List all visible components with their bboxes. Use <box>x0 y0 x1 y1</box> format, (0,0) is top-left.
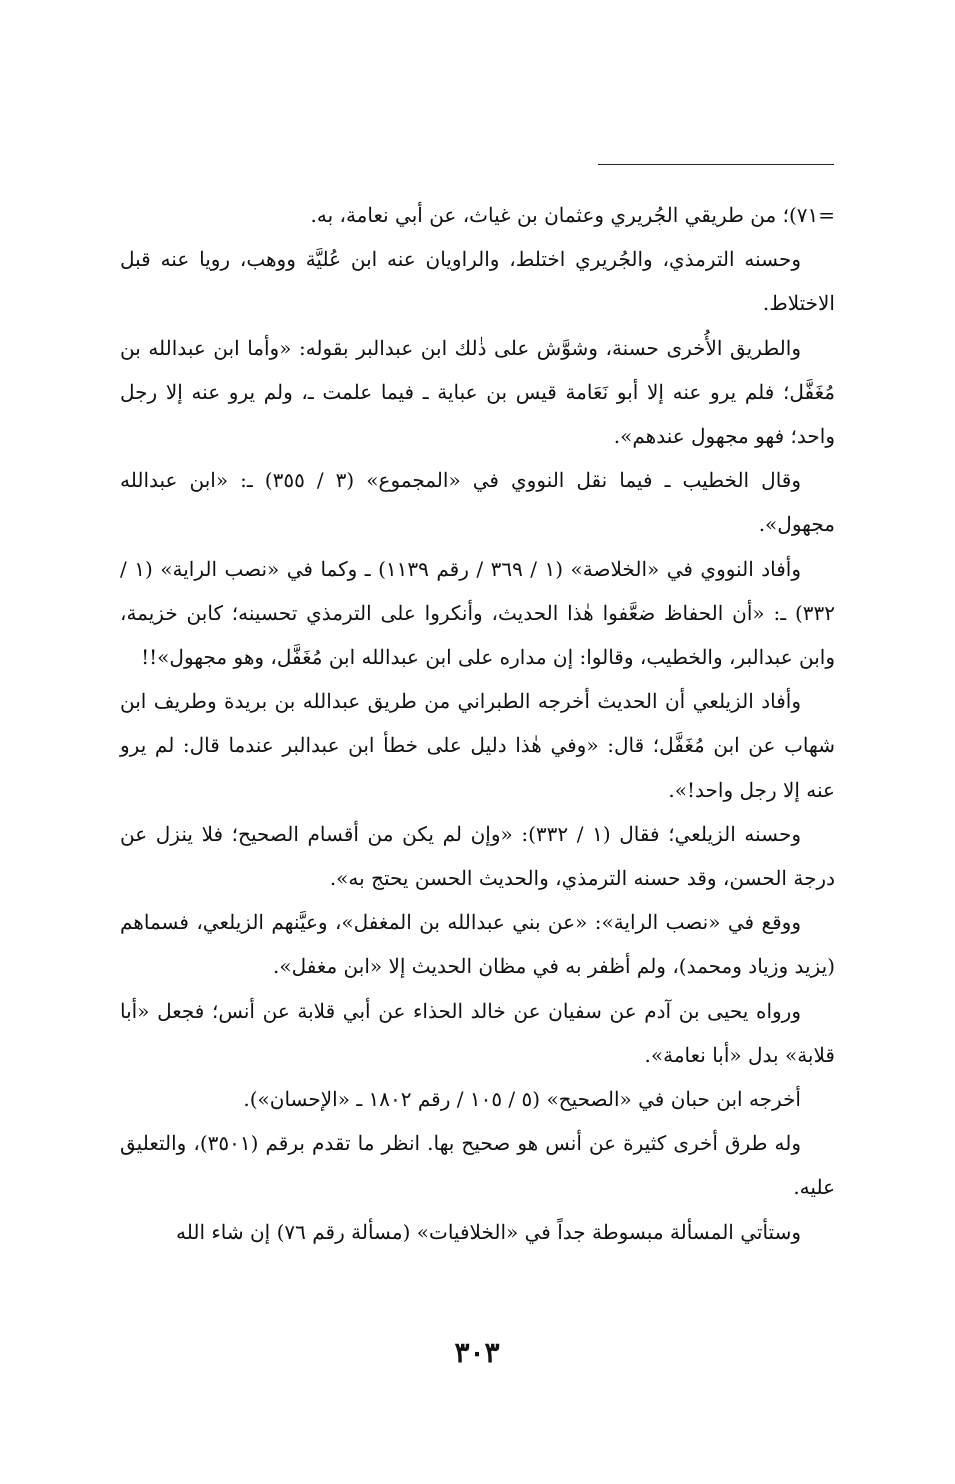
footnote-paragraph: ورواه يحيى بن آدم عن سفيان عن خالد الحذاء عن أبي قلابة عن أنس؛ فجعل «أبا قلابة» بدل «أبا نعامة». <box>120 998 835 1067</box>
footnote-paragraph: وأفاد النووي في «الخلاصة» (١ / ٣٦٩ / رقم ١١٣٩) ـ وكما في «نصب الراية» (١ / ٣٣٢) ـ: «أن الحفاظ ضعَّفوا هٰذا الحديث، وأنكروا على الترمذي تحسينه؛ كابن خزيمة، وابن عبدالبر، والخطيب، وقالوا: إن مداره على ابن عبدالله ابن مُغَفَّل، وهو مجهول»!! <box>120 556 835 670</box>
footnote-paragraph: والطريق الأُخرى حسنة، وشوَّش على ذٰلك ابن عبدالبر بقوله: «وأما ابن عبدالله بن مُغَفَّل؛ فلم يرو عنه إلا أبو نَعَامة قيس بن عباية ـ فيما علمت ـ، ولم يرو عنه إلا رجل واحد؛ فهو مجهول عندهم». <box>120 335 835 449</box>
footnote-separator-rule <box>598 164 834 165</box>
footnote-paragraph: أخرجه ابن حبان في «الصحيح» (٥ / ١٠٥ / رقم ١٨٠٢ ـ «الإحسان»). <box>243 1087 801 1112</box>
page-number: ٣٠٣ <box>454 1336 500 1369</box>
footnote-paragraph: وحسنه الترمذي، والجُريري اختلط، والراويان عنه ابن عُليَّة ووهب، رويا عنه قبل الاختلاط. <box>120 247 835 316</box>
footnote-paragraph: وستأتي المسألة مبسوطة جداً في «الخلافيات» (مسألة رقم ٧٦) إن شاء الله <box>176 1219 801 1244</box>
footnote-text-block <box>120 193 835 1254</box>
footnote-paragraph: وله طرق أخرى كثيرة عن أنس هو صحيح بها. انظر ما تقدم برقم (٣٥٠١)، والتعليق عليه. <box>120 1131 835 1200</box>
footnote-paragraph: =٧١)؛ من طريقي الجُريري وعثمان بن غياث، عن أبي نعامة، به. <box>310 203 835 227</box>
footnote-paragraph: ووقع في «نصب الراية»: «عن بني عبدالله بن المغفل»، وعيَّنهم الزيلعي، فسماهم (يزيد وزياد ومحمد)، ولم أظفر به في مظان الحديث إلا «ابن مغفل». <box>120 910 835 979</box>
footnote-paragraph: وأفاد الزيلعي أن الحديث أخرجه الطبراني من طريق عبدالله بن بريدة وطريف ابن شهاب عن ابن مُغَفَّل؛ قال: «وفي هٰذا دليل على خطأ ابن عبدالبر عندما قال: لم يرو عنه إلا رجل واحد!». <box>120 689 835 802</box>
footnote-paragraph: وحسنه الزيلعي؛ فقال (١ / ٣٣٢): «وإن لم يكن من أقسام الصحيح؛ فلا ينزل عن درجة الحسن، وقد حسنه الترمذي، والحديث الحسن يحتج به». <box>120 821 835 891</box>
footnote-paragraph: وقال الخطيب ـ فيما نقل النووي في «المجموع» (٣ / ٣٥٥) ـ: «ابن عبدالله مجهول». <box>120 468 835 537</box>
